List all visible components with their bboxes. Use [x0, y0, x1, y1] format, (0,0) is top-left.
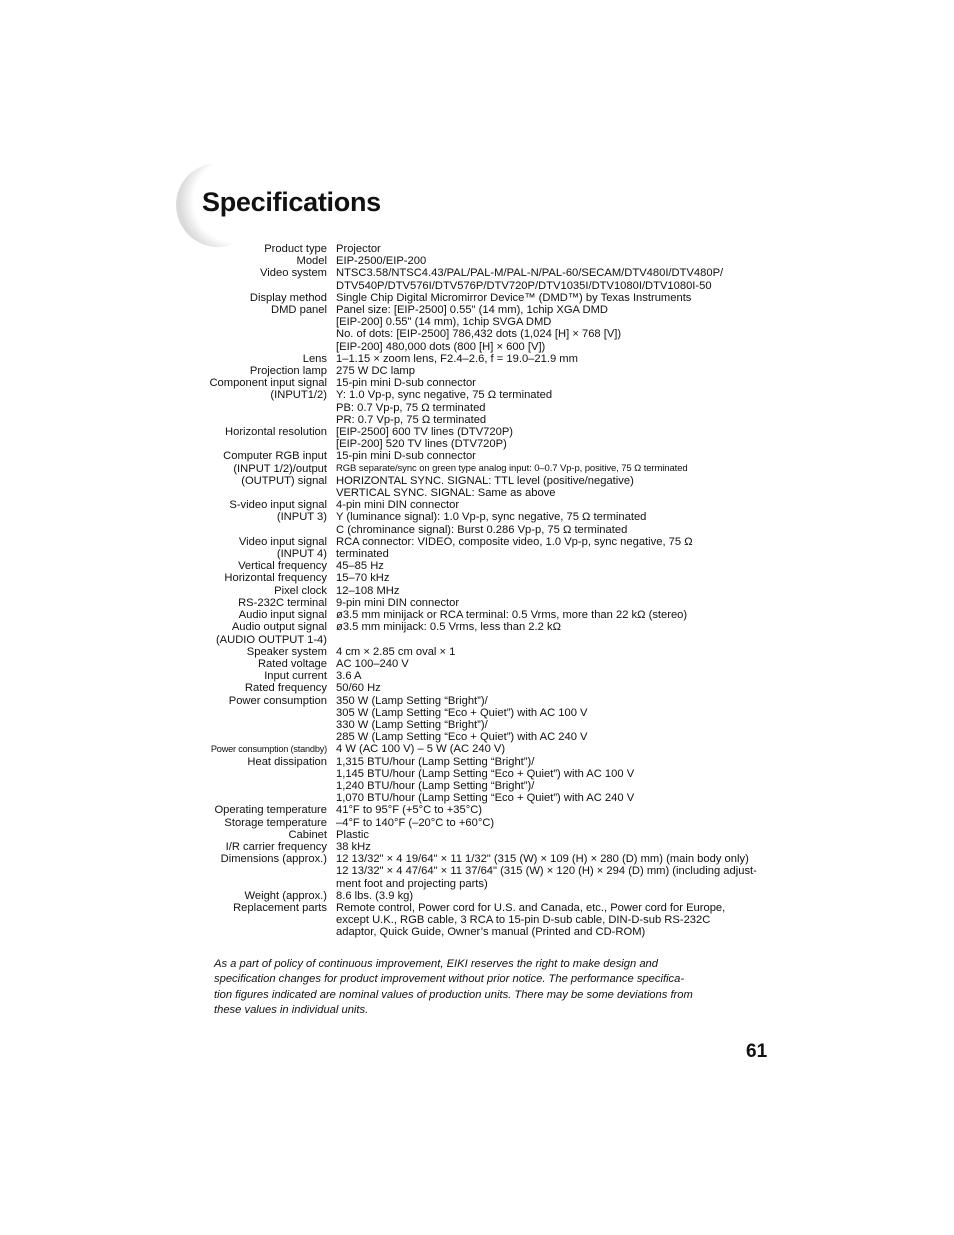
spec-row: [150, 829, 770, 841]
spec-label: [150, 756, 336, 805]
spec-label-line: Storage temperature: [224, 816, 327, 829]
spec-label: [150, 695, 336, 744]
spec-label-line: Power consumption (standby): [210, 744, 327, 755]
spec-values: [336, 817, 770, 829]
spec-value-line: 350 W (Lamp Setting “Bright”)/: [336, 694, 488, 707]
spec-value-line: Panel size: [EIP-2500] 0.55" (14 mm), 1chip XGA DMD: [336, 304, 608, 317]
spec-values: [336, 292, 770, 304]
spec-values: [336, 572, 770, 584]
spec-value-line: 12 13/32" × 4 47/64" × 11 37/64" (315 (W) × 120 (H) × 294 (D) mm) (including adjust-: [336, 865, 757, 878]
spec-value-line: Projector: [336, 243, 381, 255]
spec-values: [336, 682, 770, 694]
spec-row: [150, 585, 770, 597]
spec-row: [150, 658, 770, 670]
spec-values: [336, 536, 770, 560]
spec-value-line: RCA connector: VIDEO, composite video, 1.0 Vp-p, sync negative, 75 Ω: [336, 535, 693, 548]
spec-values: [336, 646, 770, 658]
spec-label: [150, 499, 336, 536]
spec-values: [336, 255, 770, 267]
spec-row: [150, 560, 770, 572]
spec-row: [150, 609, 770, 621]
spec-value-line: 285 W (Lamp Setting “Eco + Quiet”) with AC 240 V: [336, 731, 588, 744]
spec-label: [150, 804, 336, 816]
spec-label-line: Heat dissipation: [247, 755, 327, 768]
spec-label: [150, 426, 336, 450]
spec-label: [150, 560, 336, 572]
spec-row: [150, 304, 770, 353]
spec-label-line: Weight (approx.): [244, 889, 327, 902]
spec-value-line: No. of dots: [EIP-2500] 786,432 dots (1,024 [H] × 768 [V]): [336, 328, 622, 341]
spec-value-line: PR: 0.7 Vp-p, 75 Ω terminated: [336, 413, 487, 426]
spec-values: [336, 609, 770, 621]
spec-value-line: adaptor, Quick Guide, Owner’s manual (Printed and CD-ROM): [336, 926, 646, 939]
spec-row: [150, 621, 770, 645]
spec-label: [150, 682, 336, 694]
spec-row: [150, 817, 770, 829]
spec-value-line: 1–1.15 × zoom lens, F2.4–2.6, f = 19.0–21.9 mm: [336, 352, 578, 365]
spec-value-line: RGB separate/sync on green type analog input: 0–0.7 Vp-p, positive, 75 Ω terminated: [336, 462, 688, 474]
spec-value-line: VERTICAL SYNC. SIGNAL: Same as above: [336, 487, 556, 500]
spec-values: [336, 902, 770, 939]
spec-value-line: [EIP-200] 0.55" (14 mm), 1chip SVGA DMD: [336, 316, 552, 329]
spec-value-line: 38 kHz: [336, 840, 371, 853]
spec-value-line: 275 W DC lamp: [336, 365, 415, 378]
spec-label-line: Pixel clock: [274, 584, 327, 597]
spec-label-line: Operating temperature: [214, 804, 327, 817]
spec-label-line: (INPUT 1/2)/output: [233, 462, 327, 475]
spec-value-line: 1,145 BTU/hour (Lamp Setting “Eco + Quiet”) with AC 100 V: [336, 767, 635, 780]
footnote-line: tion figures indicated are nominal values of production units. There may be some deviations from: [214, 988, 693, 1001]
spec-values: [336, 426, 770, 450]
spec-label-line: Projection lamp: [249, 365, 327, 378]
spec-label-line: Audio input signal: [238, 609, 327, 622]
spec-label-line: (INPUT1/2): [270, 389, 327, 402]
spec-values: [336, 353, 770, 365]
spec-label-line: Horizontal frequency: [224, 572, 327, 585]
spec-row: [150, 902, 770, 939]
spec-row: [150, 804, 770, 816]
spec-value-line: 12 13/32" × 4 19/64" × 11 1/32" (315 (W) × 109 (H) × 280 (D) mm) (main body only): [336, 853, 749, 866]
spec-values: [336, 499, 770, 536]
spec-label-line: DMD panel: [271, 304, 327, 317]
spec-label: [150, 450, 336, 499]
spec-value-line: AC 100–240 V: [336, 657, 409, 670]
spec-label-line: Rated voltage: [257, 657, 327, 670]
spec-values: [336, 853, 770, 890]
spec-value-line: except U.K., RGB cable, 3 RCA to 15-pin D-sub cable, DIN-D-sub RS-232C: [336, 914, 711, 927]
spec-value-line: Plastic: [336, 828, 369, 841]
spec-value-line: 15-pin mini D-sub connector: [336, 450, 476, 463]
spec-value-line: EIP-2500/EIP-200: [336, 255, 427, 268]
spec-row: [150, 353, 770, 365]
spec-label: [150, 243, 336, 255]
spec-label-line: Dimensions (approx.): [220, 853, 327, 866]
spec-value-line: –4°F to 140°F (–20°C to +60°C): [336, 816, 495, 829]
spec-row: [150, 890, 770, 902]
spec-label-line: Power consumption: [228, 694, 327, 707]
spec-values: [336, 365, 770, 377]
spec-label-line: Display method: [249, 291, 327, 304]
spec-row: [150, 682, 770, 694]
spec-label: [150, 353, 336, 365]
spec-label-line: Audio output signal: [231, 621, 327, 634]
footnote-line: these values in individual units.: [214, 1003, 369, 1016]
spec-values: [336, 585, 770, 597]
spec-row: [150, 695, 770, 744]
spec-value-line: NTSC3.58/NTSC4.43/PAL/PAL-M/PAL-N/PAL-60/SECAM/DTV480I/DTV480P/: [336, 267, 724, 280]
spec-value-line: PB: 0.7 Vp-p, 75 Ω terminated: [336, 401, 486, 414]
spec-label: [150, 841, 336, 853]
spec-row: [150, 646, 770, 658]
spec-label-line: Rated frequency: [244, 682, 327, 695]
spec-value-line: ø3.5 mm minijack or RCA terminal: 0.5 Vrms, more than 22 kΩ (stereo): [336, 609, 688, 622]
spec-row: [150, 267, 770, 291]
spec-label: [150, 902, 336, 939]
spec-value-line: 41°F to 95°F (+5°C to +35°C): [336, 804, 482, 817]
spec-label: [150, 890, 336, 902]
spec-label: [150, 829, 336, 841]
spec-value-line: [EIP-200] 480,000 dots (800 [H] × 600 [V]): [336, 340, 546, 353]
spec-row: [150, 450, 770, 499]
spec-label: [150, 609, 336, 621]
spec-values: [336, 695, 770, 744]
spec-value-line: [EIP-200] 520 TV lines (DTV720P): [336, 438, 507, 451]
spec-value-line: 1,315 BTU/hour (Lamp Setting “Bright”)/: [336, 755, 535, 768]
spec-label-line: Cabinet: [288, 828, 327, 841]
spec-label: [150, 365, 336, 377]
spec-value-line: [EIP-2500] 600 TV lines (DTV720P): [336, 426, 514, 439]
spec-value-line: Single Chip Digital Micromirror Device™ (DMD™) by Texas Instruments: [336, 291, 692, 304]
spec-label-line: Horizontal resolution: [225, 426, 327, 439]
spec-label-line: (OUTPUT) signal: [241, 474, 327, 487]
spec-label: [150, 255, 336, 267]
spec-value-line: 12–108 MHz: [336, 584, 400, 597]
spec-label: [150, 853, 336, 890]
spec-value-line: DTV540P/DTV576I/DTV576P/DTV720P/DTV1035I/DTV1080I/DTV1080I-50: [336, 279, 712, 292]
spec-label-line: Input current: [264, 670, 327, 683]
footnote-line: specification changes for product improvement without prior notice. The performance specifica-: [214, 973, 685, 986]
spec-value-line: Remote control, Power cord for U.S. and Canada, etc., Power cord for Europe,: [336, 901, 726, 914]
spec-row: [150, 536, 770, 560]
spec-row: [150, 243, 770, 255]
spec-table: [150, 243, 770, 939]
spec-label: [150, 377, 336, 426]
spec-row: [150, 426, 770, 450]
footnote-line: As a part of policy of continuous improvement, EIKI reserves the right to make design and: [214, 958, 658, 970]
spec-label-line: Product type: [264, 243, 327, 255]
spec-label: [150, 267, 336, 291]
spec-values: [336, 841, 770, 853]
spec-value-line: 305 W (Lamp Setting “Eco + Quiet”) with AC 100 V: [336, 706, 588, 719]
spec-value-line: 8.6 lbs. (3.9 kg): [336, 889, 414, 902]
spec-row: [150, 853, 770, 890]
spec-label-line: (INPUT 3): [276, 511, 327, 524]
spec-label-line: Computer RGB input: [223, 450, 327, 463]
spec-values: [336, 829, 770, 841]
spec-values: [336, 658, 770, 670]
spec-values: [336, 756, 770, 805]
spec-label-line: RS-232C terminal: [238, 596, 327, 609]
spec-label: [150, 597, 336, 609]
spec-label-line: Video system: [260, 267, 327, 280]
page-title: Specifications: [202, 187, 381, 217]
spec-label-line: Speaker system: [246, 645, 327, 658]
spec-row: [150, 572, 770, 584]
spec-value-line: 330 W (Lamp Setting “Bright”)/: [336, 718, 488, 731]
spec-values: [336, 743, 770, 755]
spec-label-line: I/R carrier frequency: [225, 840, 327, 853]
spec-label-line: Component input signal: [209, 377, 327, 390]
spec-label: [150, 743, 336, 755]
spec-value-line: 1,070 BTU/hour (Lamp Setting “Eco + Quiet”) with AC 240 V: [336, 792, 635, 805]
spec-label: [150, 670, 336, 682]
spec-value-line: 1,240 BTU/hour (Lamp Setting “Bright”)/: [336, 779, 535, 792]
spec-row: [150, 499, 770, 536]
spec-value-line: 50/60 Hz: [336, 682, 381, 695]
spec-values: [336, 890, 770, 902]
spec-value-line: 4-pin mini DIN connector: [336, 499, 460, 512]
spec-row: [150, 756, 770, 805]
spec-label-line: Model: [296, 255, 327, 268]
spec-value-line: 15–70 kHz: [336, 572, 390, 585]
spec-label-line: Lens: [302, 352, 327, 365]
spec-value-line: 15-pin mini D-sub connector: [336, 377, 476, 390]
spec-label: [150, 658, 336, 670]
page-number: 61: [746, 1041, 768, 1062]
spec-values: [336, 597, 770, 609]
spec-value-line: Y (luminance signal): 1.0 Vp-p, sync negative, 75 Ω terminated: [336, 511, 647, 524]
spec-value-line: 9-pin mini DIN connector: [336, 596, 460, 609]
spec-label: [150, 621, 336, 645]
spec-values: [336, 670, 770, 682]
spec-value-line: 4 W (AC 100 V) – 5 W (AC 240 V): [336, 743, 506, 756]
spec-label-line: (INPUT 4): [276, 548, 327, 561]
spec-label: [150, 646, 336, 658]
spec-value-line: 4 cm × 2.85 cm oval × 1: [336, 645, 456, 658]
spec-label: [150, 292, 336, 304]
spec-values: [336, 243, 770, 255]
spec-value-line: HORIZONTAL SYNC. SIGNAL: TTL level (positive/negative): [336, 474, 634, 487]
spec-value-line: ment foot and projecting parts): [336, 877, 488, 890]
spec-label-line: Video input signal: [238, 535, 327, 548]
spec-value-line: terminated: [336, 548, 389, 561]
spec-label: [150, 817, 336, 829]
spec-values: [336, 621, 770, 645]
spec-label-line: Replacement parts: [233, 901, 327, 914]
footnote: [214, 957, 744, 1018]
spec-values: [336, 267, 770, 291]
spec-values: [336, 377, 770, 426]
spec-row: [150, 377, 770, 426]
spec-value-line: 45–85 Hz: [336, 560, 384, 573]
spec-value-line: Y: 1.0 Vp-p, sync negative, 75 Ω terminated: [336, 389, 553, 402]
spec-value-line: C (chrominance signal): Burst 0.286 Vp-p, 75 Ω terminated: [336, 523, 628, 536]
spec-value-line: 3.6 A: [336, 670, 362, 683]
spec-label-line: Vertical frequency: [238, 560, 327, 573]
spec-value-line: ø3.5 mm minijack: 0.5 Vrms, less than 2.2 kΩ: [336, 621, 561, 634]
spec-values: [336, 560, 770, 572]
spec-label: [150, 304, 336, 353]
spec-label-line: (AUDIO OUTPUT 1-4): [215, 633, 327, 646]
spec-label: [150, 585, 336, 597]
spec-label: [150, 572, 336, 584]
spec-row: [150, 255, 770, 267]
spec-label-line: S-video input signal: [229, 499, 327, 512]
spec-row: [150, 292, 770, 304]
spec-values: [336, 804, 770, 816]
spec-row: [150, 365, 770, 377]
spec-row: [150, 597, 770, 609]
spec-values: [336, 304, 770, 353]
spec-values: [336, 450, 770, 499]
spec-row: [150, 743, 770, 755]
spec-row: [150, 670, 770, 682]
spec-row: [150, 841, 770, 853]
spec-label: [150, 536, 336, 560]
